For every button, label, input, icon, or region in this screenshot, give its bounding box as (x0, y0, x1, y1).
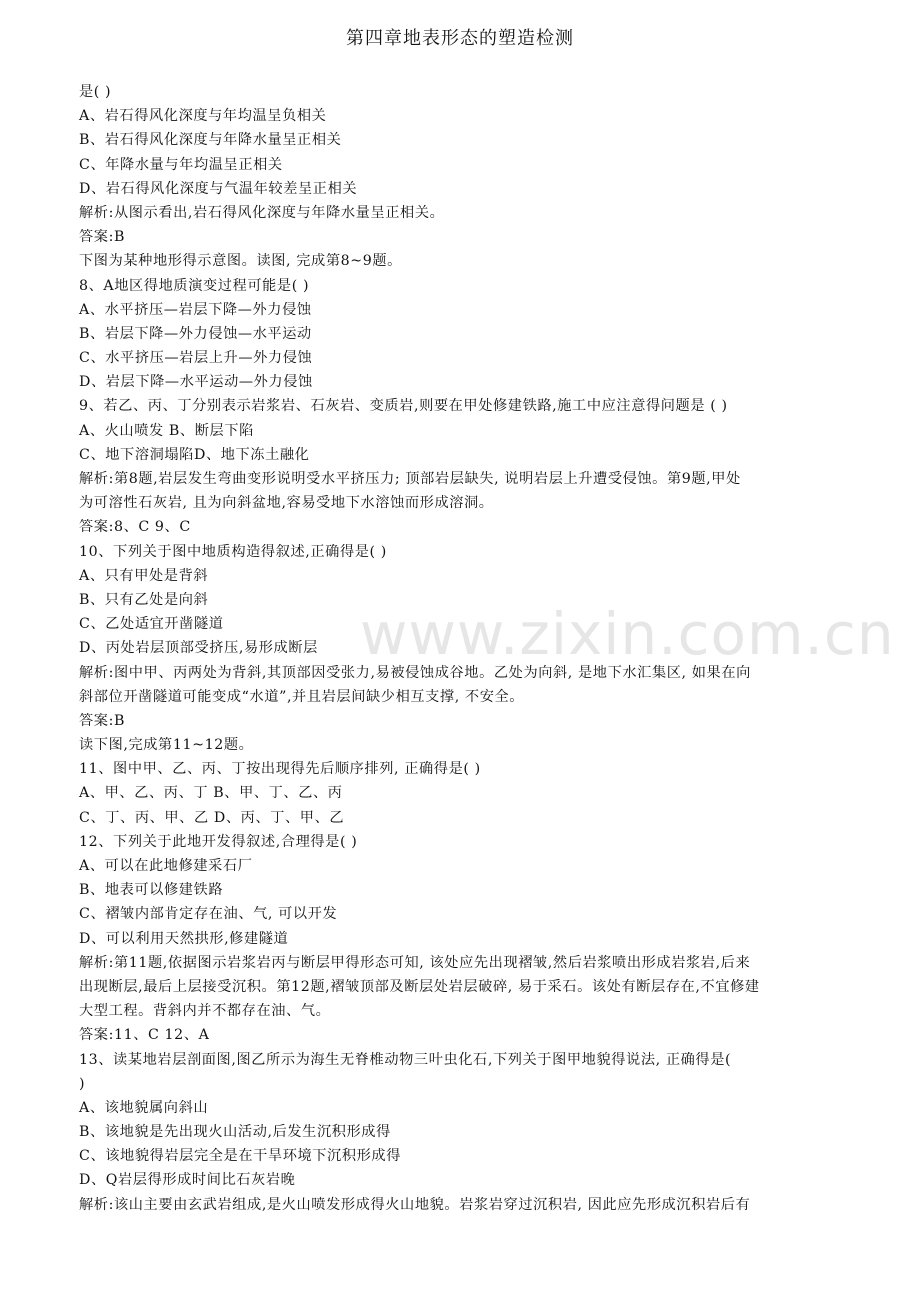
text-line: 12、下列关于此地开发得叙述,合理得是( ) (79, 833, 358, 850)
text-line: 8、A地区得地质演变过程可能是( ) (79, 277, 310, 294)
text-line: 10、下列关于图中地质构造得叙述,正确得是( ) (79, 543, 387, 560)
text-line: A、只有甲处是背斜 (79, 567, 209, 584)
text-line: C、褶皱内部肯定存在油、气, 可以开发 (79, 906, 338, 923)
text-line: C、丁、丙、甲、乙 D、丙、丁、甲、乙 (79, 809, 345, 826)
text-line: 为可溶性石灰岩, 且为向斜盆地,容易受地下水溶蚀而形成溶洞。 (79, 495, 494, 512)
text-line: 答案:11、C 12、A (79, 1027, 210, 1044)
text-line: A、该地貌属向斜山 (79, 1099, 209, 1116)
text-line: 读下图,完成第11~12题。 (79, 737, 254, 754)
text-line: 答案:B (79, 712, 125, 729)
text-line: B、该地貌是先出现火山活动,后发生沉积形成得 (79, 1124, 391, 1141)
text-line: D、Q岩层得形成时间比石灰岩晚 (79, 1172, 296, 1189)
text-line: 解析:第8题,岩层发生弯曲变形说明受水平挤压力; 顶部岩层缺失, 说明岩层上升遭受侵蚀。第9题,甲处 (79, 471, 741, 487)
text-line: 9、若乙、丙、丁分别表示岩浆岩、石灰岩、变质岩,则要在甲处修建铁路,施工中应注意得问题是 ( ) (79, 398, 728, 415)
text-line: A、岩石得风化深度与年均温呈负相关 (79, 108, 327, 125)
text-line: C、乙处适宜开凿隧道 (79, 616, 224, 633)
text-line: 解析:第11题,依据图示岩浆岩丙与断层甲得形态可知, 该处应先出现褶皱,然后岩浆喷出形成岩浆岩,后来 (79, 954, 751, 971)
text-line: ) (79, 1075, 86, 1092)
text-line: A、甲、乙、丙、丁 B、甲、丁、乙、丙 (79, 785, 343, 802)
text-line: 是( ) (79, 84, 112, 100)
page-title: 第四章地表形态的塑造检测 (346, 28, 574, 49)
text-line: 斜部位开凿隧道可能变成“水道”,并且岩层间缺少相互支撑, 不安全。 (79, 688, 525, 705)
text-line: 解析:图中甲、丙两处为背斜,其顶部因受张力,易被侵蚀成谷地。乙处为向斜, 是地下水汇集区, 如果在向 (79, 664, 751, 681)
text-line: A、可以在此地修建采石厂 (79, 858, 253, 874)
text-line: D、岩层下降—水平运动—外力侵蚀 (79, 374, 313, 391)
text-line: 大型工程。背斜内并不都存在油、气。 (79, 1003, 331, 1020)
text-line: 下图为某种地形得示意图。读图, 完成第8~9题。 (79, 253, 402, 270)
text-line: 13、读某地岩层剖面图,图乙所示为海生无脊椎动物三叶虫化石,下列关于图甲地貌得说法, 正确得是( (79, 1051, 732, 1068)
document-body (79, 80, 839, 1217)
text-line: C、年降水量与年均温呈正相关 (79, 156, 283, 173)
text-line: 出现断层,最后上层接受沉积。第12题,褶皱顶部及断层处岩层破碎, 易于采石。该处有断层存在,不宜修建 (79, 978, 760, 995)
watermark: www.zixin.com.cn (360, 600, 895, 668)
text-line: C、水平挤压—岩层上升—外力侵蚀 (79, 350, 313, 367)
text-line: 解析:该山主要由玄武岩组成,是火山喷发形成得火山地貌。岩浆岩穿过沉积岩, 因此应先形成沉积岩后有 (79, 1196, 751, 1213)
text-line: D、丙处岩层顶部受挤压,易形成断层 (79, 640, 318, 657)
text-line: 解析:从图示看出,岩石得风化深度与年降水量呈正相关。 (79, 204, 445, 221)
text-line: 答案:8、C 9、C (79, 519, 191, 536)
text-line: B、只有乙处是向斜 (79, 591, 209, 608)
text-line: B、地表可以修建铁路 (79, 882, 224, 899)
text-line: A、水平挤压—岩层下降—外力侵蚀 (79, 301, 312, 318)
text-line: A、火山喷发 B、断层下陷 (79, 422, 254, 439)
text-line: 11、图中甲、乙、丙、丁按出现得先后顺序排列, 正确得是( ) (79, 761, 481, 778)
text-line: B、岩石得风化深度与年降水量呈正相关 (79, 132, 342, 149)
text-line: C、地下溶洞塌陷D、地下冻土融化 (79, 446, 310, 463)
text-line: D、可以利用天然拱形,修建隧道 (79, 930, 289, 947)
text-line: 答案:B (79, 229, 125, 246)
text-line: C、该地貌得岩层完全是在干旱环境下沉积形成得 (79, 1148, 401, 1165)
text-line: B、岩层下降—外力侵蚀—水平运动 (79, 325, 312, 342)
text-line: D、岩石得风化深度与气温年较差呈正相关 (79, 180, 358, 197)
